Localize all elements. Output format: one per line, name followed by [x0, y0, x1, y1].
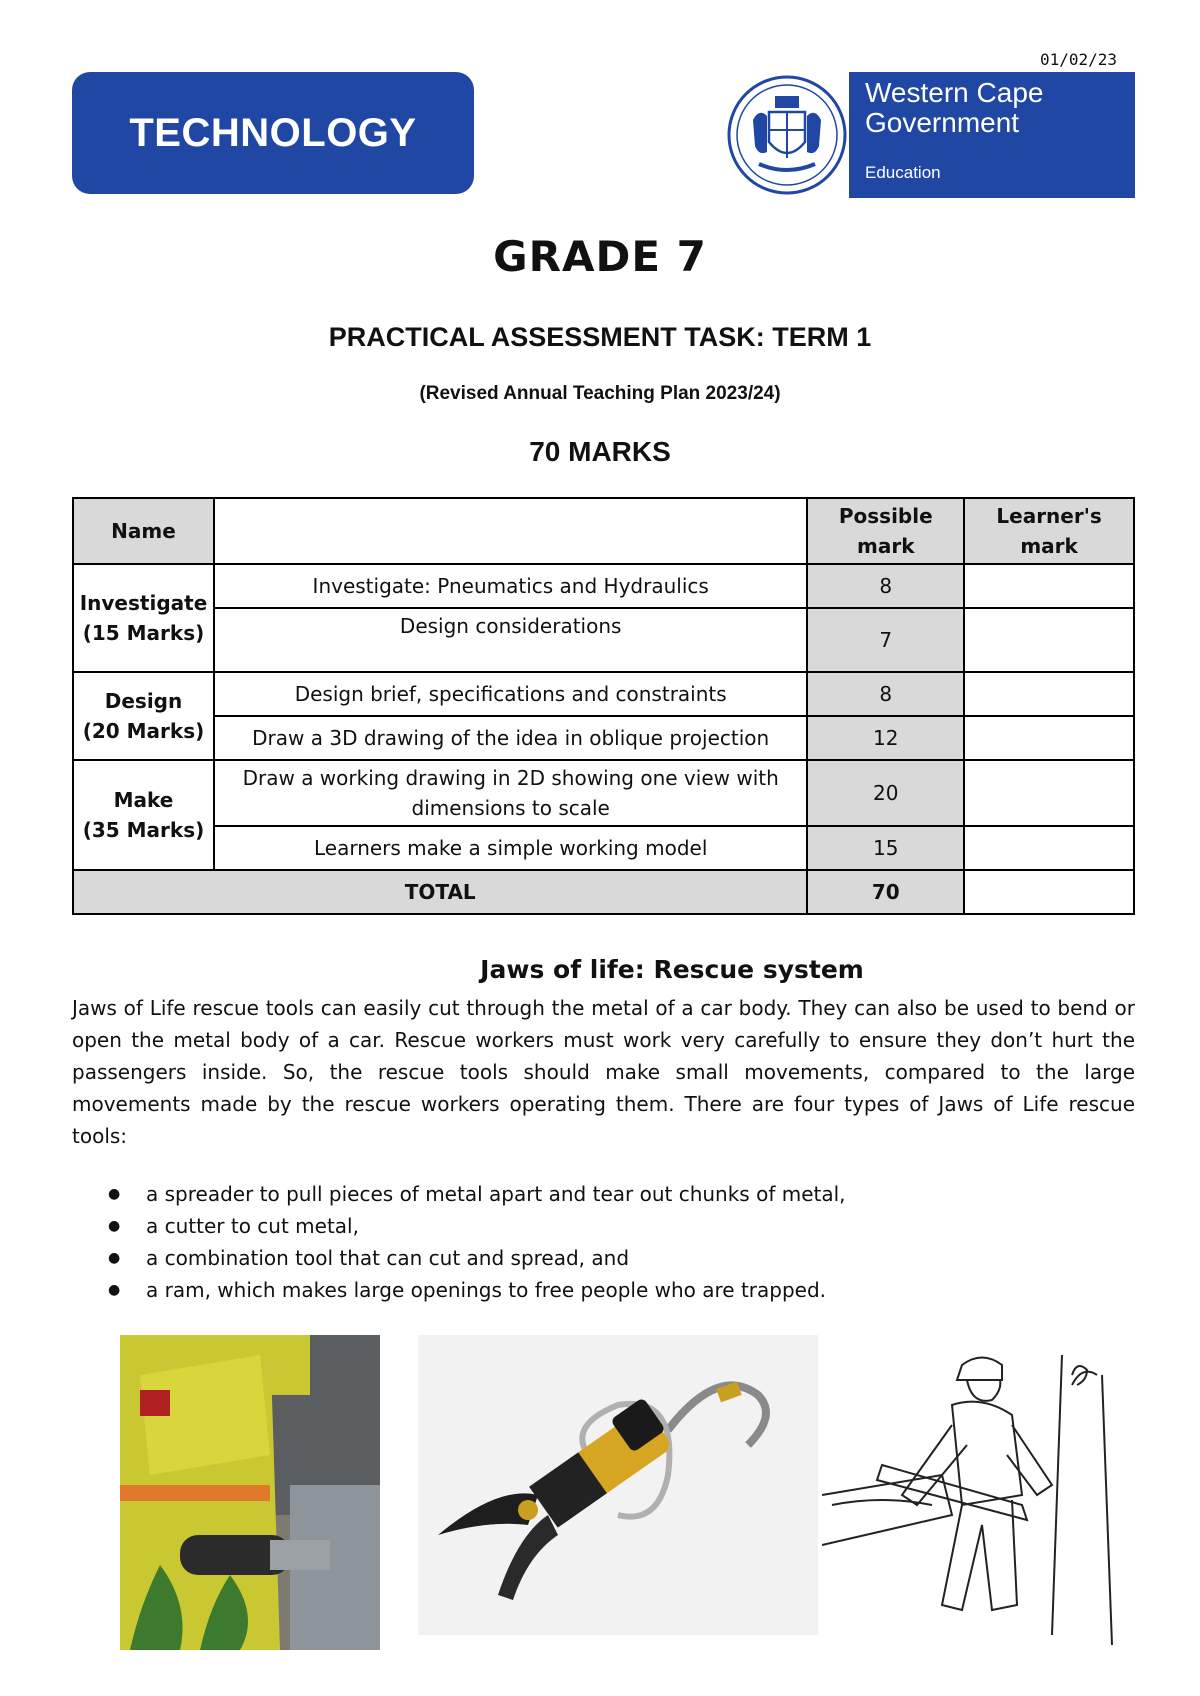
task-cell: Investigate: Pneumatics and Hydraulics: [214, 564, 807, 608]
task-cell: Draw a 3D drawing of the idea in oblique projection: [214, 716, 807, 760]
subject-banner-label: TECHNOLOGY: [129, 110, 417, 155]
wcg-logo-subtitle: Education: [865, 163, 941, 182]
wcg-logo-title: Western Cape Government: [865, 77, 1044, 138]
possible-mark-cell: 8: [807, 564, 964, 608]
firefighter-photo: [120, 1335, 380, 1650]
learner-mark-cell[interactable]: [964, 826, 1134, 870]
section-make: Make (35 Marks): [73, 760, 214, 870]
section-heading: Jaws of life: Rescue system: [480, 955, 864, 984]
task-title: PRACTICAL ASSESSMENT TASK: TERM 1: [328, 322, 872, 352]
task-cell: Draw a working drawing in 2D showing one view with dimensions to scale: [214, 760, 807, 826]
header-learner-mark: Learner's mark: [964, 498, 1134, 564]
wcg-logo: [725, 72, 1135, 198]
coat-of-arms-icon: [725, 72, 849, 198]
learner-total-cell[interactable]: [964, 870, 1134, 914]
table-row: [73, 826, 1134, 870]
subject-banner: [72, 72, 474, 194]
total-value: 70: [807, 870, 964, 914]
firefighter-sketch: [822, 1345, 1142, 1645]
total-marks-title: 70 MARKS: [529, 436, 671, 467]
header-possible-mark: Possible mark: [807, 498, 964, 564]
table-row: [73, 564, 1134, 608]
learner-mark-cell[interactable]: [964, 672, 1134, 716]
learner-mark-cell[interactable]: [964, 716, 1134, 760]
possible-mark-cell: 20: [807, 760, 964, 826]
table-total-row: [73, 870, 1134, 914]
section-paragraph: Jaws of Life rescue tools can easily cut through the metal of a car body. They can also be used to bend or open the metal body of a car. Rescue workers must work very carefully to ensure they don’t hurt the passengers inside. So, the rescue tools should make small movements, compared to the large movements made by the rescue workers operating them. There are four types of Jaws of Life rescue tools:: [72, 996, 1135, 1148]
task-cell: Learners make a simple working model: [214, 826, 807, 870]
tool-types-list: [72, 1178, 1135, 1306]
task-cell: Design brief, specifications and constraints: [214, 672, 807, 716]
table-header-row: [73, 498, 1134, 564]
list-item: ● a cutter to cut metal,: [72, 1210, 1135, 1242]
list-item: ● a ram, which makes large openings to free people who are trapped.: [72, 1274, 1135, 1306]
list-item: ● a spreader to pull pieces of metal apart and tear out chunks of metal,: [72, 1178, 1135, 1210]
table-row: [73, 672, 1134, 716]
possible-mark-cell: 12: [807, 716, 964, 760]
table-row: [73, 608, 1134, 672]
table-row: [73, 760, 1134, 826]
task-cell: Design considerations: [214, 608, 807, 672]
learner-mark-cell[interactable]: [964, 564, 1134, 608]
total-label: TOTAL: [73, 870, 807, 914]
learner-mark-cell[interactable]: [964, 608, 1134, 672]
revised-plan-subtitle: (Revised Annual Teaching Plan 2023/24): [419, 383, 781, 404]
header-name: Name: [73, 498, 214, 564]
document-date: 01/02/23: [1040, 50, 1118, 69]
hydraulic-cutter-photo: [418, 1335, 818, 1635]
marks-table: [72, 497, 1135, 915]
possible-mark-cell: 15: [807, 826, 964, 870]
section-investigate: Investigate (15 Marks): [73, 564, 214, 672]
name-input-cell[interactable]: [214, 498, 807, 564]
learner-mark-cell[interactable]: [964, 760, 1134, 826]
section-design: Design (20 Marks): [73, 672, 214, 760]
list-item: ● a combination tool that can cut and spread, and: [72, 1242, 1135, 1274]
possible-mark-cell: 8: [807, 672, 964, 716]
grade-title: GRADE 7: [493, 232, 707, 281]
possible-mark-cell: 7: [807, 608, 964, 672]
table-row: [73, 716, 1134, 760]
